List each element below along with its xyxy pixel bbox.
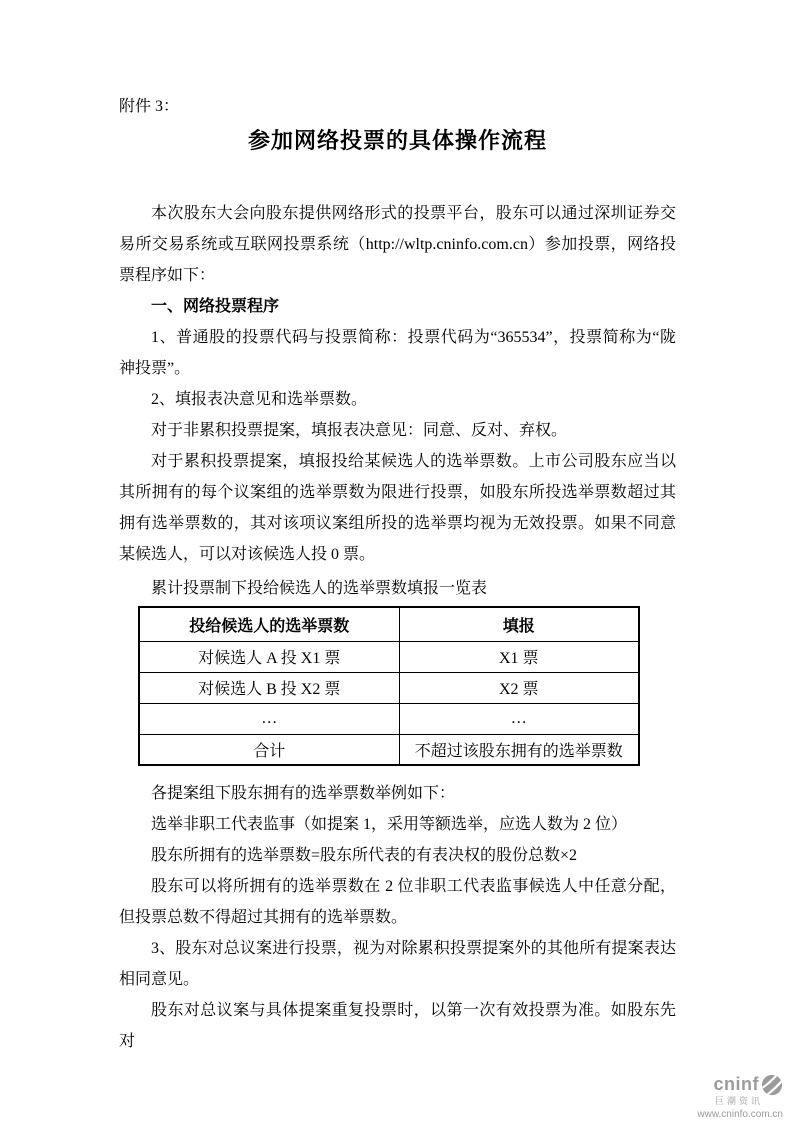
page-title: 参加网络投票的具体操作流程: [247, 128, 547, 153]
cninfo-swirl-icon: [761, 1074, 783, 1096]
paragraph-example-2: 股东所拥有的选举票数=股东所代表的有表决权的股份总数×2: [151, 847, 578, 864]
table-cell: 对候选人 A 投 X1 票: [139, 641, 399, 672]
cninfo-logo-row: [714, 1074, 784, 1096]
document-content: [119, 95, 676, 1057]
table-cell: 合计: [139, 734, 399, 765]
table-row: [139, 703, 639, 734]
section-heading-1: 一、网络投票程序: [151, 298, 280, 315]
table-cell: 不超过该股东拥有的选举票数: [399, 734, 639, 765]
table-cell: …: [399, 703, 639, 734]
cninfo-brand-cn: 巨潮资讯: [714, 1096, 763, 1106]
table-header-cell-votes: 投给候选人的选举票数: [139, 607, 399, 641]
table-row: [139, 641, 639, 672]
cninfo-brand-text: cninf: [713, 1074, 759, 1095]
table-row: [139, 672, 639, 703]
paragraph-item3: 3、股东对总议案进行投票，视为对除累积投票提案外的其他所有提案表达相同意见。: [119, 940, 676, 988]
paragraph-example-1: 选举非职工代表监事（如提案 1，采用等额选举，应选人数为 2 位）: [151, 816, 628, 833]
paragraph-repeat-vote: 股东对总议案与具体提案重复投票时，以第一次有效投票为准。如股东先对: [119, 1002, 676, 1050]
paragraph-item2: 2、填报表决意见和选举票数。: [151, 391, 368, 408]
paragraph-example-intro: 各提案组下股东拥有的选举票数举例如下：: [151, 785, 456, 802]
document-body: [119, 198, 676, 1057]
table-cell: 对候选人 B 投 X2 票: [139, 672, 399, 703]
paragraph-item1: 1、普通股的投票代码与投票简称：投票代码为“365534”，投票简称为“陇神投票”。: [119, 329, 676, 377]
votes-table: [138, 606, 640, 766]
table-header-cell-fill: 填报: [399, 607, 639, 641]
table-caption: 累计投票制下投给候选人的选举票数填报一览表: [151, 580, 488, 597]
cninfo-logo: [697, 1074, 783, 1120]
table-cell: X2 票: [399, 672, 639, 703]
table-cell: X1 票: [399, 641, 639, 672]
table-cell: …: [139, 703, 399, 734]
paragraph-noncumulative: 对于非累积投票提案，填报表决意见：同意、反对、弃权。: [151, 422, 568, 439]
paragraph-example-3: 股东可以将所拥有的选举票数在 2 位非职工代表监事候选人中任意分配，但投票总数不得超过其拥有的选举票数。: [119, 878, 676, 926]
table-row: [139, 734, 639, 765]
table-header-row: [139, 607, 639, 641]
paragraph-intro: 本次股东大会向股东提供网络形式的投票平台，股东可以通过深圳证券交易所交易系统或互联网投票系统（http://wltp.cninfo.com.cn）参加投票，网络投票程序如下：: [119, 205, 676, 284]
attachment-label: 附件 3：: [119, 98, 180, 115]
cninfo-url: www.cninfo.com.cn: [697, 1108, 783, 1120]
paragraph-cumulative: 对于累积投票提案，填报投给某候选人的选举票数。上市公司股东应当以其所拥有的每个议案组的选举票数为限进行投票，如股东所投选举票数超过其拥有选举票数的，其对该项议案组所投的选举票均视为无效投票。如果不同意某候选人，可以对该候选人投 0 票。: [119, 453, 676, 563]
